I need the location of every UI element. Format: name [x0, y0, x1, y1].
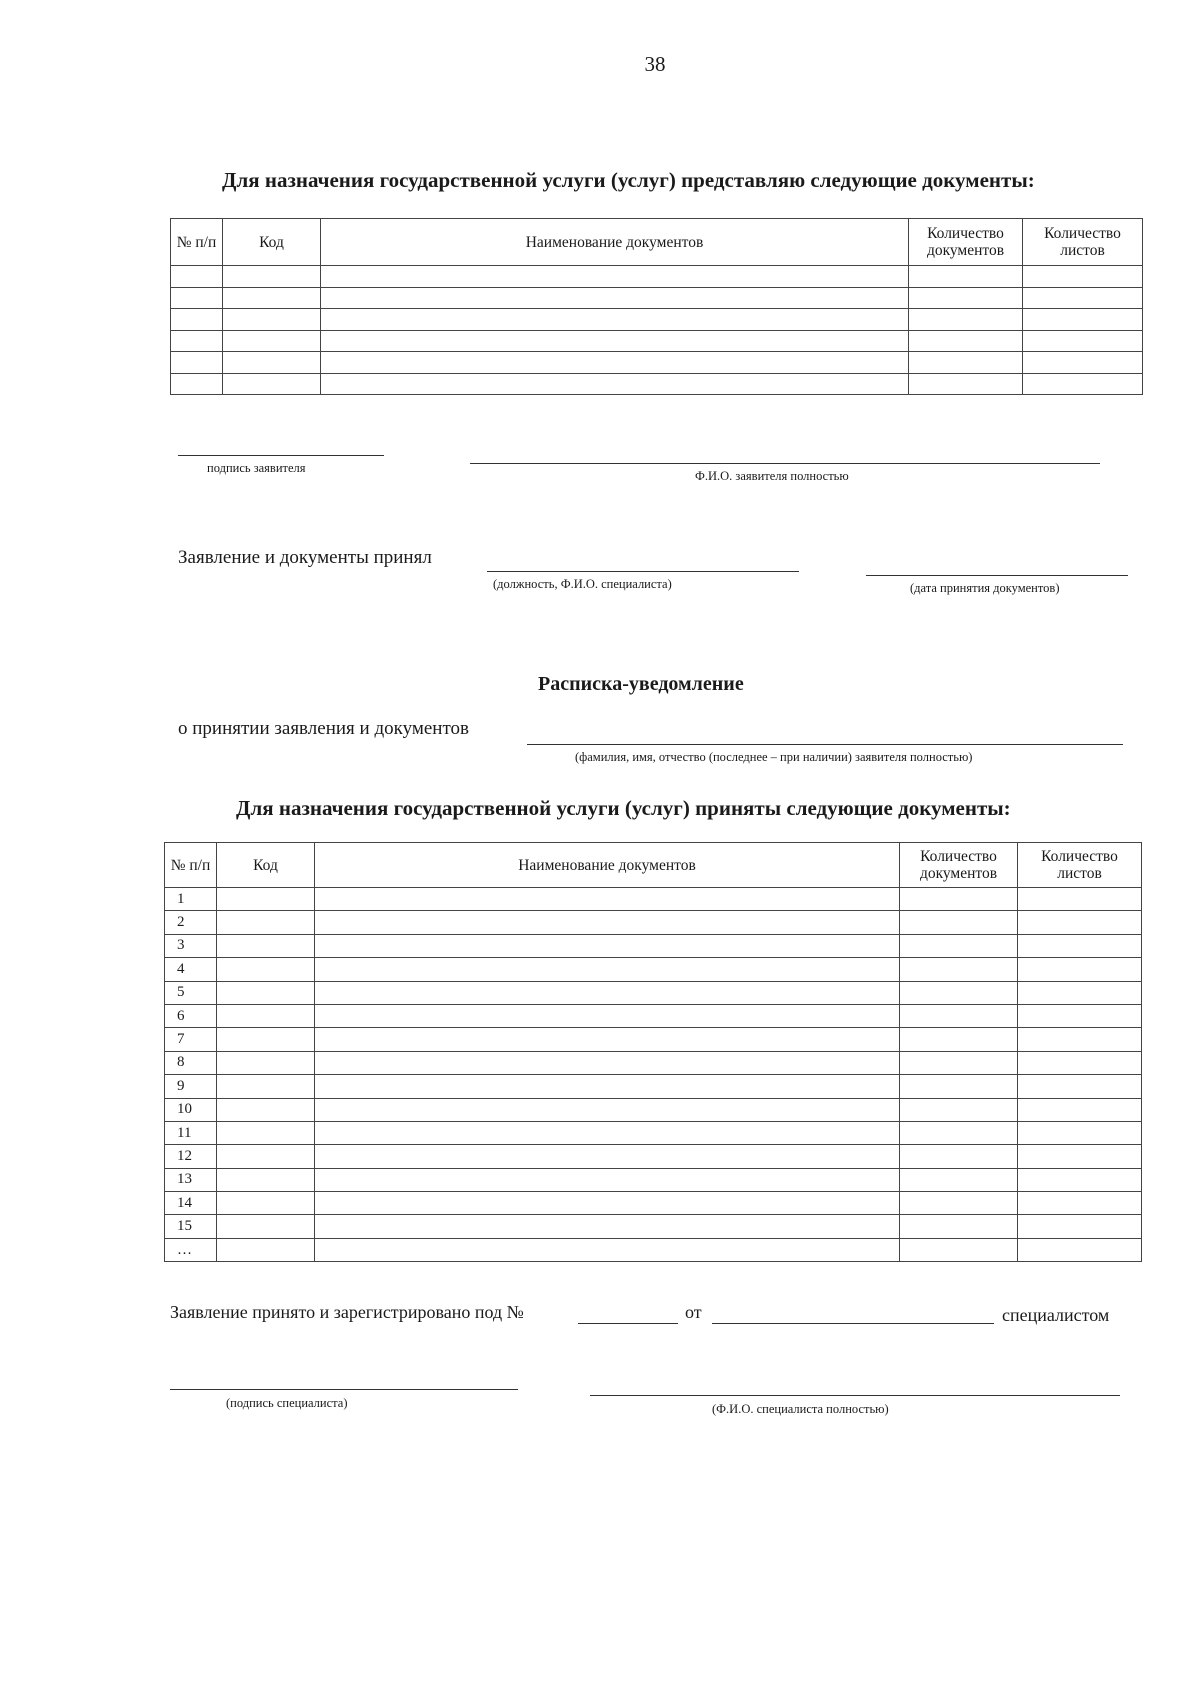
documents-count-cell[interactable]	[900, 1168, 1018, 1191]
header-documents-count: Количество документов	[909, 219, 1023, 266]
document-name-cell[interactable]	[315, 1098, 900, 1121]
documents-count-cell[interactable]	[900, 1238, 1018, 1261]
code-cell[interactable]	[217, 911, 315, 934]
document-name-cell[interactable]	[321, 330, 909, 352]
table-row	[165, 1145, 1142, 1168]
table-header-row	[165, 843, 1142, 888]
table-row	[165, 981, 1142, 1004]
document-name-cell[interactable]	[315, 1051, 900, 1074]
table-row	[171, 373, 1143, 395]
submitted-documents-table	[170, 218, 1143, 395]
table-row	[165, 958, 1142, 981]
number-cell[interactable]: 8	[165, 1051, 217, 1074]
number-cell[interactable]: 13	[165, 1168, 217, 1191]
documents-count-cell[interactable]	[909, 330, 1023, 352]
documents-count-cell[interactable]	[900, 1051, 1018, 1074]
documents-count-cell[interactable]	[900, 934, 1018, 957]
table-row	[165, 911, 1142, 934]
number-cell[interactable]: …	[165, 1238, 217, 1261]
documents-count-cell[interactable]	[909, 352, 1023, 374]
sheets-count-cell[interactable]	[1018, 1051, 1142, 1074]
code-cell[interactable]	[223, 266, 321, 288]
document-name-cell[interactable]	[315, 1145, 900, 1168]
sheets-count-cell[interactable]	[1018, 1145, 1142, 1168]
documents-count-cell[interactable]	[900, 958, 1018, 981]
table-row	[165, 1004, 1142, 1027]
sheets-count-cell[interactable]	[1018, 1098, 1142, 1121]
code-cell[interactable]	[217, 1121, 315, 1144]
sheets-count-cell[interactable]	[1023, 309, 1143, 331]
number-cell[interactable]: 1	[165, 888, 217, 911]
number-cell[interactable]: 9	[165, 1075, 217, 1098]
sheets-count-cell[interactable]	[1018, 911, 1142, 934]
registration-number-line[interactable]	[578, 1323, 678, 1324]
sheets-count-cell[interactable]	[1023, 352, 1143, 374]
document-name-cell[interactable]	[315, 934, 900, 957]
number-cell[interactable]	[171, 266, 223, 288]
number-cell[interactable]	[171, 309, 223, 331]
sheets-count-cell[interactable]	[1018, 1004, 1142, 1027]
applicant-name-caption: (фамилия, имя, отчество (последнее – при наличии) заявителя полностью)	[575, 750, 973, 764]
table-row	[165, 1051, 1142, 1074]
table-row	[171, 309, 1143, 331]
number-cell[interactable]: 11	[165, 1121, 217, 1144]
documents-count-cell[interactable]	[900, 911, 1018, 934]
applicant-signature-caption: подпись заявителя	[207, 461, 306, 475]
table-row	[165, 1215, 1142, 1238]
document-name-cell[interactable]	[315, 981, 900, 1004]
documents-count-cell[interactable]	[900, 1098, 1018, 1121]
accepted-documents-table	[164, 842, 1142, 1262]
table-row	[165, 1192, 1142, 1215]
number-cell[interactable]: 3	[165, 934, 217, 957]
sheets-count-cell[interactable]	[1018, 1075, 1142, 1098]
specialist-caption: (должность, Ф.И.О. специалиста)	[493, 577, 672, 591]
document-name-cell[interactable]	[321, 352, 909, 374]
number-cell[interactable]	[171, 287, 223, 309]
documents-count-cell[interactable]	[900, 1215, 1018, 1238]
code-cell[interactable]	[217, 1238, 315, 1261]
sheets-count-cell[interactable]	[1018, 1215, 1142, 1238]
documents-count-cell[interactable]	[900, 1075, 1018, 1098]
sheets-count-cell[interactable]	[1018, 1028, 1142, 1051]
header-document-name: Наименование документов	[321, 219, 909, 266]
documents-count-cell[interactable]	[909, 373, 1023, 395]
document-name-cell[interactable]	[315, 1075, 900, 1098]
table-row	[165, 934, 1142, 957]
sheets-count-cell[interactable]	[1023, 373, 1143, 395]
sheets-count-cell[interactable]	[1018, 888, 1142, 911]
code-cell[interactable]	[223, 330, 321, 352]
document-name-cell[interactable]	[315, 888, 900, 911]
code-cell[interactable]	[217, 958, 315, 981]
number-cell[interactable]	[171, 373, 223, 395]
document-name-cell[interactable]	[321, 373, 909, 395]
number-cell[interactable]: 7	[165, 1028, 217, 1051]
header-code: Код	[217, 843, 315, 888]
document-name-cell[interactable]	[315, 1215, 900, 1238]
document-name-cell[interactable]	[315, 1238, 900, 1261]
document-name-cell[interactable]	[315, 1121, 900, 1144]
table-row	[171, 330, 1143, 352]
documents-count-cell[interactable]	[900, 981, 1018, 1004]
documents-count-cell[interactable]	[900, 1028, 1018, 1051]
header-number: № п/п	[165, 843, 217, 888]
table-row	[165, 888, 1142, 911]
acceptance-date-line[interactable]	[866, 575, 1128, 576]
number-cell[interactable]	[171, 330, 223, 352]
documents-count-cell[interactable]	[909, 309, 1023, 331]
table-header-row	[171, 219, 1143, 266]
sheets-count-cell[interactable]	[1023, 287, 1143, 309]
number-cell[interactable]	[171, 352, 223, 374]
table-row	[165, 1075, 1142, 1098]
table-row	[165, 1028, 1142, 1051]
header-number: № п/п	[171, 219, 223, 266]
code-cell[interactable]	[217, 1051, 315, 1074]
document-name-cell[interactable]	[321, 287, 909, 309]
sheets-count-cell[interactable]	[1018, 981, 1142, 1004]
acceptance-date-caption: (дата принятия документов)	[910, 581, 1060, 595]
code-cell[interactable]	[223, 373, 321, 395]
applicant-signature-line[interactable]	[178, 455, 384, 456]
specialist-signature-caption: (подпись специалиста)	[226, 1396, 348, 1410]
documents-count-cell[interactable]	[900, 1145, 1018, 1168]
table-row	[165, 1238, 1142, 1261]
code-cell[interactable]	[217, 1192, 315, 1215]
code-cell[interactable]	[217, 934, 315, 957]
header-sheets-count: Количество листов	[1023, 219, 1143, 266]
code-cell[interactable]	[217, 1168, 315, 1191]
sheets-count-cell[interactable]	[1018, 1121, 1142, 1144]
code-cell[interactable]	[217, 981, 315, 1004]
sheets-count-cell[interactable]	[1018, 1168, 1142, 1191]
document-name-cell[interactable]	[315, 1168, 900, 1191]
document-name-cell[interactable]	[315, 1028, 900, 1051]
sheets-count-cell[interactable]	[1018, 958, 1142, 981]
documents-count-cell[interactable]	[909, 287, 1023, 309]
document-name-cell[interactable]	[321, 309, 909, 331]
header-document-name: Наименование документов	[315, 843, 900, 888]
code-cell[interactable]	[217, 1028, 315, 1051]
number-cell[interactable]: 6	[165, 1004, 217, 1027]
table-row	[171, 266, 1143, 288]
code-cell[interactable]	[217, 1215, 315, 1238]
number-cell[interactable]: 2	[165, 911, 217, 934]
applicant-fio-caption: Ф.И.О. заявителя полностью	[695, 469, 849, 483]
document-name-cell[interactable]	[315, 911, 900, 934]
page-number: 38	[644, 52, 666, 76]
header-code: Код	[223, 219, 321, 266]
document-name-cell[interactable]	[315, 1192, 900, 1215]
documents-count-cell[interactable]	[909, 266, 1023, 288]
registered-label: Заявление принято и зарегистрировано под №	[170, 1302, 524, 1322]
document-name-cell[interactable]	[321, 266, 909, 288]
document-name-cell[interactable]	[315, 1004, 900, 1027]
table-row	[165, 1098, 1142, 1121]
number-cell[interactable]: 12	[165, 1145, 217, 1168]
accepted-by-label: Заявление и документы принял	[178, 547, 432, 568]
registration-date-line[interactable]	[712, 1323, 994, 1324]
specialist-label: специалистом	[1002, 1305, 1110, 1325]
receipt-title: Расписка-уведомление	[538, 673, 744, 695]
number-cell[interactable]: 10	[165, 1098, 217, 1121]
documents-count-cell[interactable]	[900, 1121, 1018, 1144]
section2-heading: Для назначения государственной услуги (услуг) приняты следующие документы:	[236, 796, 1011, 820]
section1-heading: Для назначения государственной услуги (услуг) представляю следующие документы:	[222, 168, 1035, 192]
documents-count-cell[interactable]	[900, 1192, 1018, 1215]
code-cell[interactable]	[217, 1004, 315, 1027]
number-cell[interactable]: 5	[165, 981, 217, 1004]
specialist-fio-line[interactable]	[590, 1395, 1120, 1396]
sheets-count-cell[interactable]	[1023, 330, 1143, 352]
code-cell[interactable]	[217, 1145, 315, 1168]
from-label: от	[685, 1302, 702, 1322]
table-row	[165, 1121, 1142, 1144]
code-cell[interactable]	[223, 352, 321, 374]
table-row	[165, 1168, 1142, 1191]
specialist-signature-line[interactable]	[170, 1389, 518, 1390]
table-row	[171, 287, 1143, 309]
sheets-count-cell[interactable]	[1018, 1238, 1142, 1261]
number-cell[interactable]: 14	[165, 1192, 217, 1215]
header-sheets-count: Количество листов	[1018, 843, 1142, 888]
code-cell[interactable]	[217, 1075, 315, 1098]
number-cell[interactable]: 4	[165, 958, 217, 981]
code-cell[interactable]	[217, 1098, 315, 1121]
documents-count-cell[interactable]	[900, 888, 1018, 911]
applicant-fio-line[interactable]	[470, 463, 1100, 464]
sheets-count-cell[interactable]	[1018, 1192, 1142, 1215]
document-name-cell[interactable]	[315, 958, 900, 981]
sheets-count-cell[interactable]	[1023, 266, 1143, 288]
header-documents-count: Количество документов	[900, 843, 1018, 888]
code-cell[interactable]	[223, 287, 321, 309]
code-cell[interactable]	[223, 309, 321, 331]
applicant-name-line[interactable]	[527, 744, 1123, 745]
receipt-subject-label: о принятии заявления и документов	[178, 718, 469, 739]
specialist-line[interactable]	[487, 571, 799, 572]
code-cell[interactable]	[217, 888, 315, 911]
table-row	[171, 352, 1143, 374]
specialist-fio-caption: (Ф.И.О. специалиста полностью)	[712, 1402, 889, 1416]
sheets-count-cell[interactable]	[1018, 934, 1142, 957]
documents-count-cell[interactable]	[900, 1004, 1018, 1027]
number-cell[interactable]: 15	[165, 1215, 217, 1238]
